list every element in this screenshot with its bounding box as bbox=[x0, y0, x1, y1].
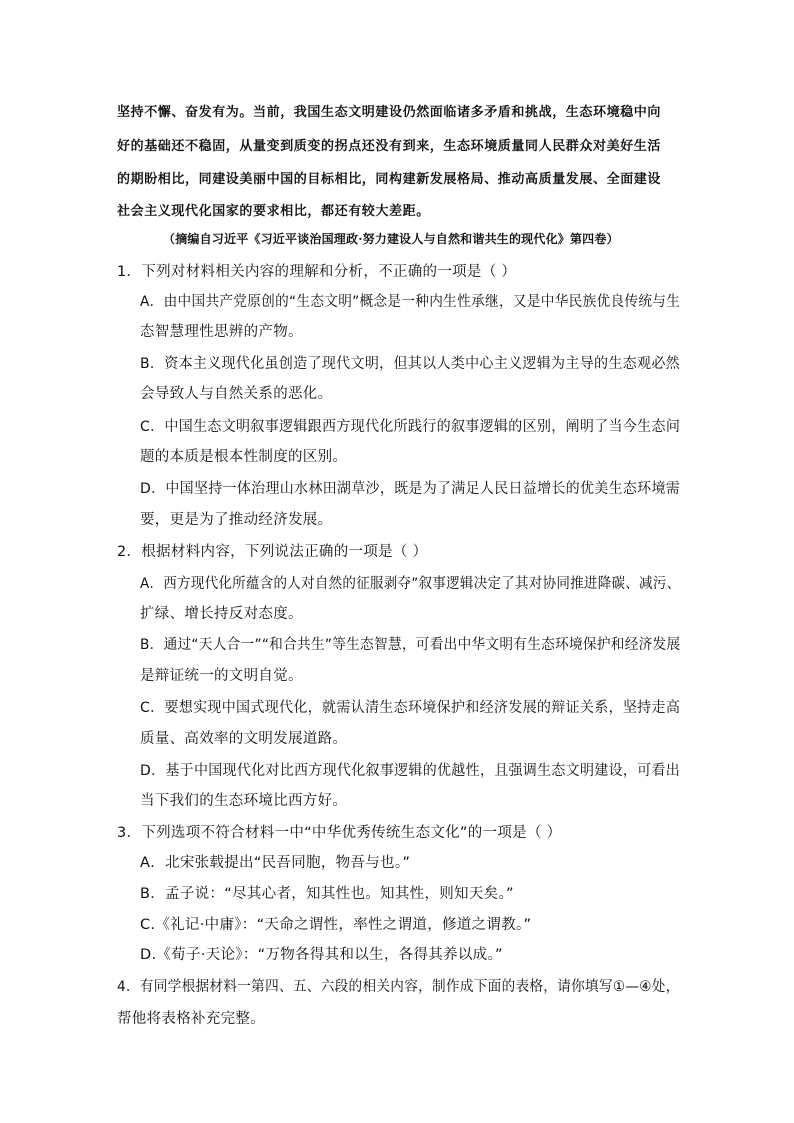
passage-source: （摘编自习近平《习近平谈治国理政·努力建设人与自然和谐共生的现代化》第四卷） bbox=[163, 232, 619, 246]
option-line: 扩绿、增长持反对态度。 bbox=[140, 606, 303, 622]
option-line: C．中国生态文明叙事逻辑跟西方现代化所践行的叙事逻辑的区别，阐明了当今生态问 bbox=[140, 419, 681, 435]
option-line: D.《荀子·天论》：“万物各得其和以生，各得其养以成。” bbox=[140, 947, 503, 963]
option-line: A．西方现代化所蕴含的人对自然的征服剥夺”叙事逻辑决定了其对协同推进降碳、减污、 bbox=[140, 576, 681, 592]
passage-line: 社会主义现代化国家的要求相比，都还有较大差距。 bbox=[117, 204, 430, 219]
option-line: 当下我们的生态环境比西方好。 bbox=[140, 793, 348, 809]
question-stem: 4．有同学根据材料一第四、五、六段的相关内容，制作成下面的表格，请你填写①—④处， bbox=[117, 979, 680, 995]
option-line: B．孟子说：“尽其心者，知其性也。知其性，则知天矣。” bbox=[140, 886, 514, 902]
option-line: D．中国坚持一体治理山水林田湖草沙，既是为了满足人民日益增长的优美生态环境需 bbox=[140, 481, 681, 497]
option-line: D．基于中国现代化对比西方现代化叙事逻辑的优越性，且强调生态文明建设，可看出 bbox=[140, 763, 681, 779]
question-stem-cont: 帮他将表格补充完整。 bbox=[117, 1011, 265, 1027]
option-line: 会导致人与自然关系的恶化。 bbox=[140, 386, 333, 402]
question-stem: 2．根据材料内容，下列说法正确的一项是（ ） bbox=[117, 544, 428, 560]
option-line: C.《礼记·中庸》：“天命之谓性，率性之谓道，修道之谓教。” bbox=[140, 917, 532, 933]
option-line: B．资本主义现代化虽创造了现代文明，但其以人类中心主义逻辑为主导的生态观必然 bbox=[140, 356, 680, 372]
passage-line: 好的基础还不稳固，从量变到质变的拐点还没有到来，生态环境质量同人民群众对美好生活 bbox=[117, 139, 662, 154]
passage-line: 坚持不懈、奋发有为。当前，我国生态文明建设仍然面临诸多矛盾和挑战，生态环境稳中向 bbox=[117, 105, 662, 120]
passage-line: 的期盼相比，同建设美丽中国的目标相比，同构建新发展格局、推动高质量发展、全面建设 bbox=[117, 172, 662, 187]
option-line: 质量、高效率的文明发展道路。 bbox=[140, 731, 348, 747]
option-line: B．通过“天人合一”“和合共生”等生态智慧，可看出中华文明有生态环境保护和经济发展 bbox=[140, 637, 681, 653]
option-line: 要，更是为了推动经济发展。 bbox=[140, 512, 333, 528]
option-line: C．要想实现中国式现代化，就需认清生态环境保护和经济发展的辩证关系，坚持走高 bbox=[140, 700, 681, 716]
option-line: 是辩证统一的文明自觉。 bbox=[140, 668, 303, 684]
option-line: A．由中国共产党原创的“生态文明”概念是一种内生性承继，又是中华民族优良传统与生 bbox=[140, 294, 681, 310]
option-line: 题的本质是根本性制度的区别。 bbox=[140, 449, 348, 465]
option-line: A．北宋张载提出“民吾同胞，物吾与也。” bbox=[140, 855, 411, 871]
option-line: 态智慧理性思辨的产物。 bbox=[140, 324, 303, 340]
question-stem: 1．下列对材料相关内容的理解和分析，不正确的一项是（ ） bbox=[117, 264, 517, 280]
question-stem: 3．下列选项不符合材料一中“中华优秀传统生态文化”的一项是（ ） bbox=[117, 825, 562, 841]
